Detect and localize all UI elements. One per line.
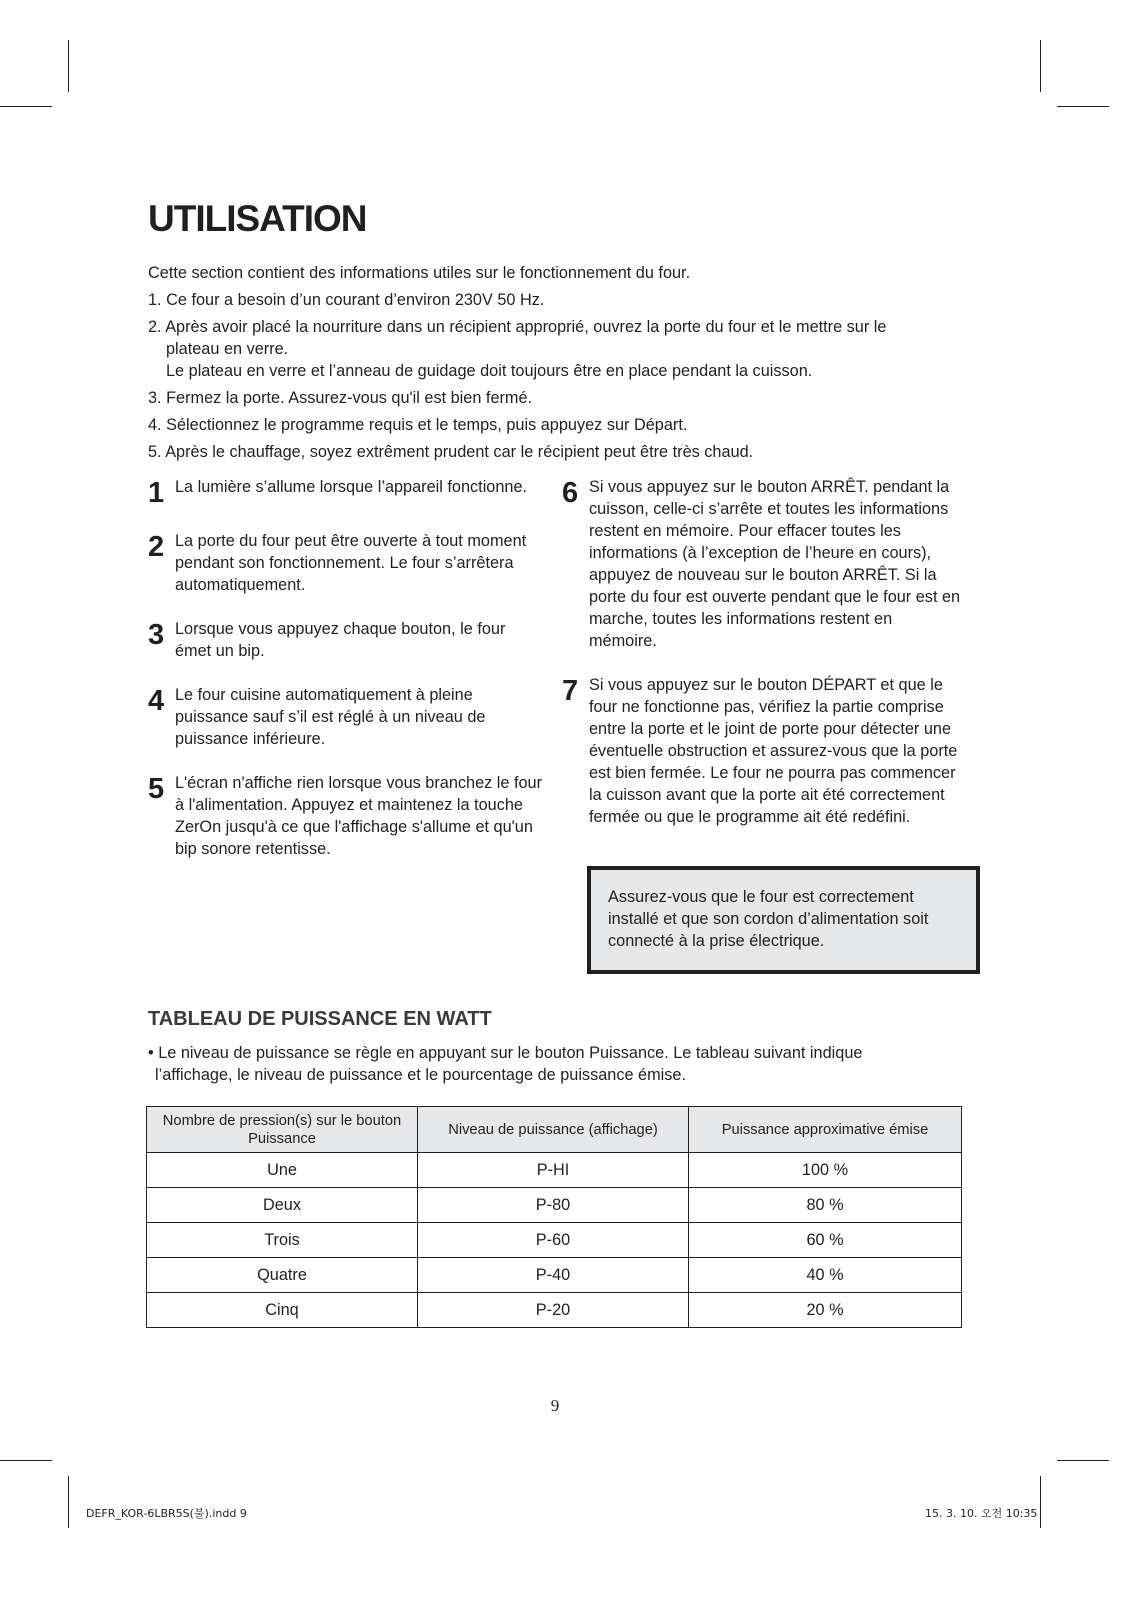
table-cell: Une [147, 1153, 418, 1188]
notes-right-column [562, 476, 962, 850]
print-slug-file: DEFR_KOR-6LBR5S(불).indd 9 [86, 1507, 247, 1520]
table-cell: 80 % [689, 1188, 962, 1223]
bullet-text [148, 1042, 948, 1086]
bullet-line: l’affichage, le niveau de puissance et le pourcentage de puissance émise. [155, 1066, 687, 1084]
table-cell: P-40 [418, 1258, 689, 1293]
step-2-note: Le plateau en verre et l’anneau de guidage doit toujours être en place pendant la cuisson. [166, 362, 813, 380]
intro-section [148, 262, 978, 468]
note-item [148, 684, 543, 750]
page-title: UTILISATION [148, 198, 367, 239]
note-number: 2 [148, 531, 165, 563]
table-row [147, 1293, 962, 1328]
table-cell: P-80 [418, 1188, 689, 1223]
power-table [146, 1106, 962, 1328]
table-cell: 40 % [689, 1258, 962, 1293]
note-text: Si vous appuyez sur le bouton ARRÊT. pendant la cuisson, celle-ci s’arrête et toutes les informations restent en mémoire. Pour effacer toutes les informations (à l’exception de l’heure en cours), appuyez de nouveau sur le bouton ARRÊT. Si la porte du four est ouverte pendant que le four est en marche, toutes les informations restent en mémoire. [589, 478, 961, 650]
step-2-continued: plateau en verre. [166, 340, 289, 358]
column-header: Puissance approximative émise [689, 1107, 962, 1153]
table-cell: Deux [147, 1188, 418, 1223]
crop-mark [1057, 1460, 1109, 1461]
column-header: Niveau de puissance (affichage) [418, 1107, 689, 1153]
table-cell: Quatre [147, 1258, 418, 1293]
note-text: La porte du four peut être ouverte à tout moment pendant son fonctionnement. Le four s’arrêtera automatiquement. [175, 532, 527, 594]
crop-mark [1057, 106, 1109, 107]
step-5: 5. Après le chauffage, soyez extrêment prudent car le récipient peut être très chaud. [148, 443, 754, 461]
note-number: 5 [148, 773, 165, 805]
note-text: La lumière s’allume lorsque l’appareil fonctionne. [175, 478, 528, 496]
section-title: TABLEAU DE PUISSANCE EN WATT [148, 1008, 492, 1030]
table-row [147, 1223, 962, 1258]
print-slug-date: 15. 3. 10. 오전 10:35 [925, 1507, 1038, 1520]
note-text: L'écran n'affiche rien lorsque vous branchez le four à l'alimentation. Appuyez et maintenez la touche ZerOn jusqu'à ce que l'affichage s'allume et qu'un bip sonore retentisse. [175, 774, 543, 858]
notes-left-column [148, 476, 543, 882]
table-row [147, 1188, 962, 1223]
bullet-line: • Le niveau de puissance se règle en appuyant sur le bouton Puissance. Le tableau suivant indique [148, 1044, 863, 1062]
table-row [147, 1153, 962, 1188]
intro-text: Cette section contient des informations utiles sur le fonctionnement du four. [148, 264, 691, 282]
note-number: 6 [562, 477, 579, 509]
note-number: 3 [148, 619, 165, 651]
step-1: 1. Ce four a besoin d’un courant d’environ 230V 50 Hz. [148, 291, 545, 309]
note-text: Si vous appuyez sur le bouton DÉPART et que le four ne fonctionne pas, vérifiez la partie comprise entre la porte et le joint de porte pour détecter une éventuelle obstruction et assurez-vous que la porte est bien fermée. Le four ne pourra pas commencer la cuisson avant que la porte ait été correctement fermée ou que le programme ait été redéfini. [589, 676, 958, 826]
note-text: Le four cuisine automatiquement à pleine puissance sauf s’il est réglé à un niveau de puissance inférieure. [175, 686, 486, 748]
note-item [148, 618, 543, 662]
note-item [562, 674, 962, 828]
table-cell: 60 % [689, 1223, 962, 1258]
notice-box: Assurez-vous que le four est correctement installé et que son cordon d’alimentation soit connecté à la prise électrique. [587, 866, 980, 974]
note-number: 1 [148, 477, 165, 509]
note-item [562, 476, 962, 652]
note-number: 4 [148, 685, 165, 717]
column-header: Nombre de pression(s) sur le bouton Puissance [147, 1107, 418, 1153]
crop-mark [0, 106, 52, 107]
crop-mark [1040, 1476, 1041, 1528]
crop-mark [0, 1460, 52, 1461]
step-4: 4. Sélectionnez le programme requis et le temps, puis appuyez sur Départ. [148, 416, 688, 434]
page-number: 9 [550, 1396, 560, 1415]
note-item [148, 530, 543, 596]
note-number: 7 [562, 675, 579, 707]
note-text: Lorsque vous appuyez chaque bouton, le four émet un bip. [175, 620, 506, 660]
step-2: 2. Après avoir placé la nourriture dans un récipient approprié, ouvrez la porte du four et le mettre sur le [148, 318, 887, 336]
table-cell: P-HI [418, 1153, 689, 1188]
table-header-row [147, 1107, 962, 1153]
crop-mark [68, 1476, 69, 1528]
table-row [147, 1258, 962, 1293]
table-cell: Trois [147, 1223, 418, 1258]
table-cell: P-20 [418, 1293, 689, 1328]
table-cell: 100 % [689, 1153, 962, 1188]
table-cell: 20 % [689, 1293, 962, 1328]
crop-mark [68, 40, 69, 92]
table-cell: P-60 [418, 1223, 689, 1258]
note-item [148, 772, 543, 860]
note-item [148, 476, 543, 508]
table-cell: Cinq [147, 1293, 418, 1328]
step-3: 3. Fermez la porte. Assurez-vous qu'il est bien fermé. [148, 389, 533, 407]
crop-mark [1040, 40, 1041, 92]
